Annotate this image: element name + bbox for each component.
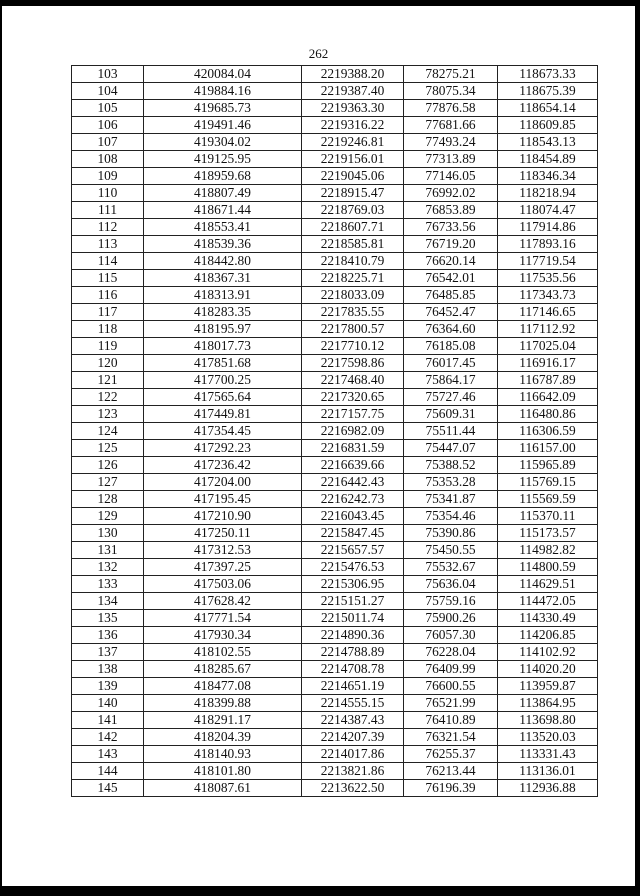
point-number-cell: 107 bbox=[72, 134, 144, 151]
value-cell-4: 114020.20 bbox=[498, 661, 598, 678]
point-number-cell: 106 bbox=[72, 117, 144, 134]
value-cell-3: 76196.39 bbox=[404, 780, 498, 797]
value-cell-3: 76228.04 bbox=[404, 644, 498, 661]
value-cell-3: 76017.45 bbox=[404, 355, 498, 372]
value-cell-1: 418283.35 bbox=[144, 304, 302, 321]
table-row bbox=[72, 287, 598, 304]
value-cell-1: 417565.64 bbox=[144, 389, 302, 406]
value-cell-4: 114206.85 bbox=[498, 627, 598, 644]
coordinates-table-body bbox=[72, 66, 598, 797]
value-cell-1: 418291.17 bbox=[144, 712, 302, 729]
point-number-cell: 129 bbox=[72, 508, 144, 525]
value-cell-3: 76057.30 bbox=[404, 627, 498, 644]
value-cell-3: 76600.55 bbox=[404, 678, 498, 695]
table-row bbox=[72, 389, 598, 406]
value-cell-3: 76409.99 bbox=[404, 661, 498, 678]
point-number-cell: 133 bbox=[72, 576, 144, 593]
point-number-cell: 145 bbox=[72, 780, 144, 797]
value-cell-4: 116157.00 bbox=[498, 440, 598, 457]
point-number-cell: 122 bbox=[72, 389, 144, 406]
value-cell-2: 2215011.74 bbox=[302, 610, 404, 627]
value-cell-2: 2217800.57 bbox=[302, 321, 404, 338]
value-cell-3: 75636.04 bbox=[404, 576, 498, 593]
point-number-cell: 124 bbox=[72, 423, 144, 440]
table-row bbox=[72, 304, 598, 321]
table-row bbox=[72, 542, 598, 559]
value-cell-3: 76185.08 bbox=[404, 338, 498, 355]
value-cell-4: 117535.56 bbox=[498, 270, 598, 287]
value-cell-4: 116306.59 bbox=[498, 423, 598, 440]
table-row bbox=[72, 117, 598, 134]
value-cell-4: 115769.15 bbox=[498, 474, 598, 491]
value-cell-1: 418399.88 bbox=[144, 695, 302, 712]
value-cell-4: 114102.92 bbox=[498, 644, 598, 661]
table-row bbox=[72, 100, 598, 117]
value-cell-3: 77876.58 bbox=[404, 100, 498, 117]
value-cell-1: 418442.80 bbox=[144, 253, 302, 270]
point-number-cell: 115 bbox=[72, 270, 144, 287]
table-row bbox=[72, 219, 598, 236]
value-cell-3: 75532.67 bbox=[404, 559, 498, 576]
value-cell-2: 2219316.22 bbox=[302, 117, 404, 134]
table-row bbox=[72, 66, 598, 83]
point-number-cell: 136 bbox=[72, 627, 144, 644]
value-cell-2: 2217598.86 bbox=[302, 355, 404, 372]
value-cell-4: 115173.57 bbox=[498, 525, 598, 542]
value-cell-3: 78275.21 bbox=[404, 66, 498, 83]
value-cell-1: 418671.44 bbox=[144, 202, 302, 219]
value-cell-3: 75388.52 bbox=[404, 457, 498, 474]
table-row bbox=[72, 644, 598, 661]
document-page bbox=[2, 6, 635, 886]
point-number-cell: 123 bbox=[72, 406, 144, 423]
value-cell-4: 115965.89 bbox=[498, 457, 598, 474]
value-cell-3: 76719.20 bbox=[404, 236, 498, 253]
point-number-cell: 139 bbox=[72, 678, 144, 695]
value-cell-2: 2219388.20 bbox=[302, 66, 404, 83]
value-cell-3: 76452.47 bbox=[404, 304, 498, 321]
value-cell-3: 75450.55 bbox=[404, 542, 498, 559]
value-cell-2: 2214017.86 bbox=[302, 746, 404, 763]
value-cell-2: 2216639.66 bbox=[302, 457, 404, 474]
value-cell-2: 2214890.36 bbox=[302, 627, 404, 644]
table-row bbox=[72, 593, 598, 610]
value-cell-3: 76213.44 bbox=[404, 763, 498, 780]
value-cell-2: 2218769.03 bbox=[302, 202, 404, 219]
table-row bbox=[72, 712, 598, 729]
value-cell-2: 2219363.30 bbox=[302, 100, 404, 117]
point-number-cell: 132 bbox=[72, 559, 144, 576]
value-cell-3: 75390.86 bbox=[404, 525, 498, 542]
value-cell-1: 417700.25 bbox=[144, 372, 302, 389]
value-cell-4: 118218.94 bbox=[498, 185, 598, 202]
point-number-cell: 105 bbox=[72, 100, 144, 117]
value-cell-1: 417503.06 bbox=[144, 576, 302, 593]
value-cell-3: 76733.56 bbox=[404, 219, 498, 236]
value-cell-1: 418101.80 bbox=[144, 763, 302, 780]
value-cell-4: 114982.82 bbox=[498, 542, 598, 559]
value-cell-2: 2217157.75 bbox=[302, 406, 404, 423]
point-number-cell: 113 bbox=[72, 236, 144, 253]
table-row bbox=[72, 780, 598, 797]
value-cell-1: 417851.68 bbox=[144, 355, 302, 372]
value-cell-1: 417354.45 bbox=[144, 423, 302, 440]
value-cell-3: 76992.02 bbox=[404, 185, 498, 202]
value-cell-2: 2217835.55 bbox=[302, 304, 404, 321]
value-cell-2: 2216831.59 bbox=[302, 440, 404, 457]
value-cell-1: 418539.36 bbox=[144, 236, 302, 253]
point-number-cell: 127 bbox=[72, 474, 144, 491]
value-cell-4: 118673.33 bbox=[498, 66, 598, 83]
table-row bbox=[72, 372, 598, 389]
value-cell-3: 77146.05 bbox=[404, 168, 498, 185]
point-number-cell: 128 bbox=[72, 491, 144, 508]
value-cell-2: 2218607.71 bbox=[302, 219, 404, 236]
value-cell-3: 76521.99 bbox=[404, 695, 498, 712]
value-cell-1: 417449.81 bbox=[144, 406, 302, 423]
value-cell-2: 2218033.09 bbox=[302, 287, 404, 304]
table-row bbox=[72, 729, 598, 746]
table-row bbox=[72, 270, 598, 287]
value-cell-1: 419491.46 bbox=[144, 117, 302, 134]
point-number-cell: 126 bbox=[72, 457, 144, 474]
point-number-cell: 116 bbox=[72, 287, 144, 304]
value-cell-2: 2213622.50 bbox=[302, 780, 404, 797]
point-number-cell: 108 bbox=[72, 151, 144, 168]
value-cell-1: 419125.95 bbox=[144, 151, 302, 168]
value-cell-1: 420084.04 bbox=[144, 66, 302, 83]
table-row bbox=[72, 134, 598, 151]
value-cell-4: 117893.16 bbox=[498, 236, 598, 253]
value-cell-1: 417771.54 bbox=[144, 610, 302, 627]
point-number-cell: 109 bbox=[72, 168, 144, 185]
value-cell-3: 76853.89 bbox=[404, 202, 498, 219]
value-cell-4: 116787.89 bbox=[498, 372, 598, 389]
point-number-cell: 140 bbox=[72, 695, 144, 712]
value-cell-4: 116642.09 bbox=[498, 389, 598, 406]
value-cell-1: 417210.90 bbox=[144, 508, 302, 525]
table-row bbox=[72, 525, 598, 542]
value-cell-3: 75341.87 bbox=[404, 491, 498, 508]
value-cell-2: 2216442.43 bbox=[302, 474, 404, 491]
table-row bbox=[72, 695, 598, 712]
value-cell-4: 118074.47 bbox=[498, 202, 598, 219]
value-cell-2: 2214387.43 bbox=[302, 712, 404, 729]
table-row bbox=[72, 508, 598, 525]
value-cell-4: 113136.01 bbox=[498, 763, 598, 780]
value-cell-4: 118609.85 bbox=[498, 117, 598, 134]
table-row bbox=[72, 168, 598, 185]
value-cell-4: 114330.49 bbox=[498, 610, 598, 627]
value-cell-1: 418553.41 bbox=[144, 219, 302, 236]
value-cell-4: 117112.92 bbox=[498, 321, 598, 338]
value-cell-3: 75511.44 bbox=[404, 423, 498, 440]
table-row bbox=[72, 440, 598, 457]
value-cell-1: 417397.25 bbox=[144, 559, 302, 576]
value-cell-2: 2217468.40 bbox=[302, 372, 404, 389]
value-cell-3: 75727.46 bbox=[404, 389, 498, 406]
table-row bbox=[72, 610, 598, 627]
table-row bbox=[72, 202, 598, 219]
value-cell-2: 2218410.79 bbox=[302, 253, 404, 270]
table-row bbox=[72, 457, 598, 474]
table-row bbox=[72, 236, 598, 253]
value-cell-2: 2214555.15 bbox=[302, 695, 404, 712]
point-number-cell: 121 bbox=[72, 372, 144, 389]
value-cell-3: 76542.01 bbox=[404, 270, 498, 287]
point-number-cell: 142 bbox=[72, 729, 144, 746]
value-cell-3: 75900.26 bbox=[404, 610, 498, 627]
value-cell-3: 75759.16 bbox=[404, 593, 498, 610]
point-number-cell: 119 bbox=[72, 338, 144, 355]
value-cell-1: 418367.31 bbox=[144, 270, 302, 287]
value-cell-3: 76410.89 bbox=[404, 712, 498, 729]
value-cell-2: 2214207.39 bbox=[302, 729, 404, 746]
value-cell-2: 2215847.45 bbox=[302, 525, 404, 542]
value-cell-1: 418017.73 bbox=[144, 338, 302, 355]
value-cell-4: 117146.65 bbox=[498, 304, 598, 321]
value-cell-3: 76364.60 bbox=[404, 321, 498, 338]
table-row bbox=[72, 83, 598, 100]
point-number-cell: 120 bbox=[72, 355, 144, 372]
value-cell-3: 75353.28 bbox=[404, 474, 498, 491]
table-row bbox=[72, 763, 598, 780]
point-number-cell: 112 bbox=[72, 219, 144, 236]
value-cell-2: 2217320.65 bbox=[302, 389, 404, 406]
value-cell-4: 115569.59 bbox=[498, 491, 598, 508]
value-cell-2: 2218915.47 bbox=[302, 185, 404, 202]
table-row bbox=[72, 627, 598, 644]
value-cell-4: 117343.73 bbox=[498, 287, 598, 304]
value-cell-2: 2216982.09 bbox=[302, 423, 404, 440]
value-cell-1: 418204.39 bbox=[144, 729, 302, 746]
table-row bbox=[72, 253, 598, 270]
table-row bbox=[72, 355, 598, 372]
table-row bbox=[72, 406, 598, 423]
point-number-cell: 104 bbox=[72, 83, 144, 100]
value-cell-4: 118675.39 bbox=[498, 83, 598, 100]
value-cell-1: 417250.11 bbox=[144, 525, 302, 542]
point-number-cell: 125 bbox=[72, 440, 144, 457]
coordinates-table bbox=[71, 65, 598, 797]
value-cell-2: 2216242.73 bbox=[302, 491, 404, 508]
value-cell-2: 2218225.71 bbox=[302, 270, 404, 287]
value-cell-2: 2214788.89 bbox=[302, 644, 404, 661]
value-cell-1: 418313.91 bbox=[144, 287, 302, 304]
value-cell-2: 2218585.81 bbox=[302, 236, 404, 253]
value-cell-1: 417236.42 bbox=[144, 457, 302, 474]
point-number-cell: 130 bbox=[72, 525, 144, 542]
point-number-cell: 143 bbox=[72, 746, 144, 763]
value-cell-2: 2217710.12 bbox=[302, 338, 404, 355]
value-cell-1: 418477.08 bbox=[144, 678, 302, 695]
value-cell-1: 418195.97 bbox=[144, 321, 302, 338]
value-cell-4: 113331.43 bbox=[498, 746, 598, 763]
value-cell-3: 75609.31 bbox=[404, 406, 498, 423]
value-cell-2: 2215476.53 bbox=[302, 559, 404, 576]
point-number-cell: 141 bbox=[72, 712, 144, 729]
value-cell-2: 2215657.57 bbox=[302, 542, 404, 559]
table-row bbox=[72, 151, 598, 168]
value-cell-4: 116480.86 bbox=[498, 406, 598, 423]
value-cell-3: 75354.46 bbox=[404, 508, 498, 525]
point-number-cell: 135 bbox=[72, 610, 144, 627]
value-cell-2: 2214651.19 bbox=[302, 678, 404, 695]
table-row bbox=[72, 661, 598, 678]
table-row bbox=[72, 576, 598, 593]
value-cell-1: 418140.93 bbox=[144, 746, 302, 763]
value-cell-2: 2219246.81 bbox=[302, 134, 404, 151]
value-cell-1: 417312.53 bbox=[144, 542, 302, 559]
value-cell-2: 2215306.95 bbox=[302, 576, 404, 593]
value-cell-4: 118654.14 bbox=[498, 100, 598, 117]
value-cell-3: 78075.34 bbox=[404, 83, 498, 100]
value-cell-2: 2219387.40 bbox=[302, 83, 404, 100]
value-cell-3: 76255.37 bbox=[404, 746, 498, 763]
value-cell-4: 113959.87 bbox=[498, 678, 598, 695]
value-cell-1: 419304.02 bbox=[144, 134, 302, 151]
value-cell-4: 118543.13 bbox=[498, 134, 598, 151]
point-number-cell: 110 bbox=[72, 185, 144, 202]
value-cell-2: 2219156.01 bbox=[302, 151, 404, 168]
value-cell-3: 76485.85 bbox=[404, 287, 498, 304]
value-cell-3: 75447.07 bbox=[404, 440, 498, 457]
value-cell-4: 117719.54 bbox=[498, 253, 598, 270]
value-cell-3: 75864.17 bbox=[404, 372, 498, 389]
point-number-cell: 138 bbox=[72, 661, 144, 678]
value-cell-1: 418285.67 bbox=[144, 661, 302, 678]
value-cell-1: 419884.16 bbox=[144, 83, 302, 100]
page-number: 262 bbox=[308, 46, 329, 61]
value-cell-4: 114800.59 bbox=[498, 559, 598, 576]
value-cell-3: 77313.89 bbox=[404, 151, 498, 168]
value-cell-4: 118346.34 bbox=[498, 168, 598, 185]
value-cell-1: 418807.49 bbox=[144, 185, 302, 202]
value-cell-4: 113698.80 bbox=[498, 712, 598, 729]
value-cell-1: 417292.23 bbox=[144, 440, 302, 457]
point-number-cell: 114 bbox=[72, 253, 144, 270]
table-row bbox=[72, 746, 598, 763]
value-cell-1: 417195.45 bbox=[144, 491, 302, 508]
value-cell-1: 418087.61 bbox=[144, 780, 302, 797]
table-row bbox=[72, 559, 598, 576]
value-cell-4: 115370.11 bbox=[498, 508, 598, 525]
value-cell-2: 2213821.86 bbox=[302, 763, 404, 780]
table-row bbox=[72, 491, 598, 508]
table-row bbox=[72, 185, 598, 202]
point-number-cell: 103 bbox=[72, 66, 144, 83]
point-number-cell: 118 bbox=[72, 321, 144, 338]
table-row bbox=[72, 678, 598, 695]
value-cell-4: 113864.95 bbox=[498, 695, 598, 712]
table-row bbox=[72, 423, 598, 440]
point-number-cell: 134 bbox=[72, 593, 144, 610]
point-number-cell: 137 bbox=[72, 644, 144, 661]
point-number-cell: 117 bbox=[72, 304, 144, 321]
value-cell-1: 418959.68 bbox=[144, 168, 302, 185]
value-cell-2: 2215151.27 bbox=[302, 593, 404, 610]
table-row bbox=[72, 321, 598, 338]
point-number-cell: 111 bbox=[72, 202, 144, 219]
value-cell-4: 112936.88 bbox=[498, 780, 598, 797]
table-row bbox=[72, 474, 598, 491]
value-cell-4: 113520.03 bbox=[498, 729, 598, 746]
value-cell-2: 2214708.78 bbox=[302, 661, 404, 678]
value-cell-1: 419685.73 bbox=[144, 100, 302, 117]
value-cell-1: 418102.55 bbox=[144, 644, 302, 661]
value-cell-2: 2216043.45 bbox=[302, 508, 404, 525]
value-cell-1: 417628.42 bbox=[144, 593, 302, 610]
point-number-cell: 144 bbox=[72, 763, 144, 780]
value-cell-4: 114472.05 bbox=[498, 593, 598, 610]
table-row bbox=[72, 338, 598, 355]
value-cell-4: 118454.89 bbox=[498, 151, 598, 168]
value-cell-2: 2219045.06 bbox=[302, 168, 404, 185]
value-cell-3: 76620.14 bbox=[404, 253, 498, 270]
value-cell-1: 417204.00 bbox=[144, 474, 302, 491]
value-cell-1: 417930.34 bbox=[144, 627, 302, 644]
value-cell-3: 77681.66 bbox=[404, 117, 498, 134]
value-cell-3: 76321.54 bbox=[404, 729, 498, 746]
value-cell-4: 117025.04 bbox=[498, 338, 598, 355]
value-cell-3: 77493.24 bbox=[404, 134, 498, 151]
value-cell-4: 116916.17 bbox=[498, 355, 598, 372]
value-cell-4: 114629.51 bbox=[498, 576, 598, 593]
point-number-cell: 131 bbox=[72, 542, 144, 559]
value-cell-4: 117914.86 bbox=[498, 219, 598, 236]
